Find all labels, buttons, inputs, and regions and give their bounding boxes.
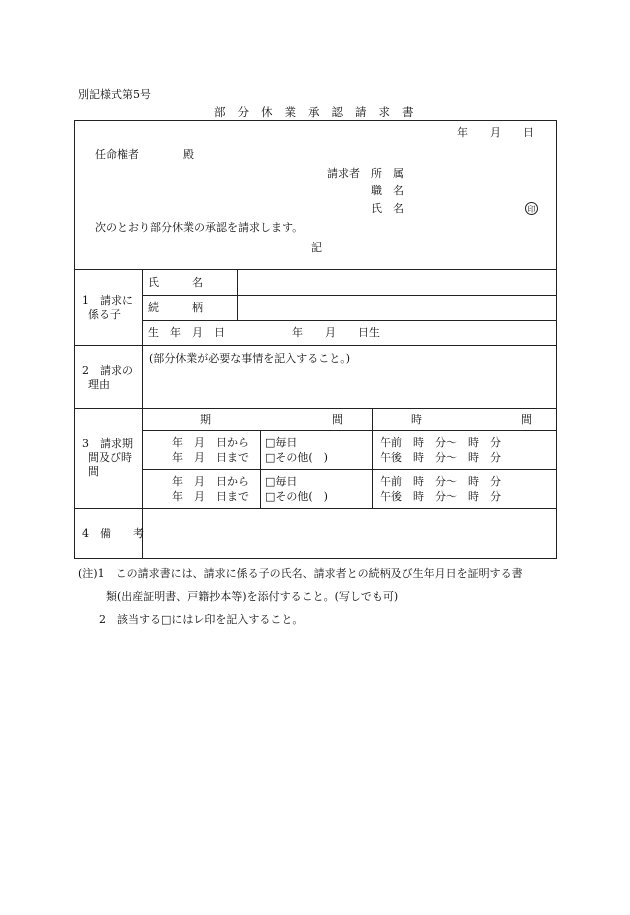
date-line[interactable]: 年 月 日 <box>457 126 534 139</box>
period-time-rule <box>372 408 373 508</box>
period-inner-rule <box>260 430 261 508</box>
position-label: 職 名 <box>371 184 404 197</box>
sec2-label-2: 理由 <box>88 378 110 391</box>
divider-sec2 <box>74 345 557 346</box>
divider-sec3 <box>74 408 557 409</box>
sec4-label: 4 備 考 <box>82 527 144 540</box>
divider-child-2 <box>142 320 557 321</box>
affiliation-label: 所 属 <box>371 167 404 180</box>
form-title: 部分休業承認請求書 <box>214 105 426 119</box>
row1-from[interactable]: 年 月 日から <box>172 436 249 449</box>
row1-pm-time[interactable]: 午後 時 分～ 時 分 <box>380 451 501 464</box>
sec3-label-1: 3 請求期 <box>82 437 133 450</box>
sec2-label-1: 2 請求の <box>82 364 133 377</box>
child-field-rule <box>237 269 238 320</box>
form-id: 別記様式第5号 <box>78 88 151 101</box>
row2-every-day-checkbox[interactable]: □毎日 <box>265 475 298 488</box>
seal-mark: 印 <box>525 202 538 215</box>
child-birth-label: 生 年 月 日 <box>148 326 225 339</box>
child-birth-value[interactable]: 年 月 日生 <box>292 326 380 339</box>
period-header: 期 間 <box>200 413 343 426</box>
ki-mark: 記 <box>311 241 322 254</box>
row2-am-time[interactable]: 午前 時 分～ 時 分 <box>380 475 501 488</box>
reason-instruction[interactable]: (部分休業が必要な事情を記入すること。) <box>149 352 351 365</box>
divider-sec4 <box>74 508 557 509</box>
requester-label: 請求者 <box>327 167 360 180</box>
divider-top <box>74 269 557 270</box>
row1-other-checkbox[interactable]: □その他( ) <box>265 451 328 464</box>
note-2: 2 該当する□にはレ印を記入すること。 <box>99 613 304 626</box>
authority-line[interactable]: 任命権者 殿 <box>95 148 194 161</box>
divider-period-header <box>142 430 557 431</box>
note-1-line-2: 類(出産証明書、戸籍抄本等)を添付すること。(写しでも可) <box>106 590 399 603</box>
sec3-label-3: 間 <box>88 465 99 478</box>
row1-until[interactable]: 年 月 日まで <box>172 451 249 464</box>
row2-from[interactable]: 年 月 日から <box>172 475 249 488</box>
row1-am-time[interactable]: 午前 時 分～ 時 分 <box>380 436 501 449</box>
sec1-label-1: 1 請求に <box>82 294 133 307</box>
time-header: 時 間 <box>411 413 532 426</box>
divider-child-1 <box>142 295 557 296</box>
divider-period-rows <box>142 469 557 470</box>
child-name-label: 氏 名 <box>148 276 203 289</box>
request-statement: 次のとおり部分休業の承認を請求します。 <box>95 221 304 234</box>
row2-until[interactable]: 年 月 日まで <box>172 490 249 503</box>
sec3-label-2: 間及び時 <box>88 451 132 464</box>
row2-pm-time[interactable]: 午後 時 分～ 時 分 <box>380 490 501 503</box>
name-label: 氏 名 <box>371 202 404 215</box>
row2-other-checkbox[interactable]: □その他( ) <box>265 490 328 503</box>
row1-every-day-checkbox[interactable]: □毎日 <box>265 436 298 449</box>
note-1-line-1: (注)1 この請求書には、請求に係る子の氏名、請求者との続柄及び生年月日を証明する書 <box>78 567 523 580</box>
label-column-rule <box>142 269 143 559</box>
child-relation-label: 続 柄 <box>148 301 203 314</box>
sec1-label-2: 係る子 <box>88 308 121 321</box>
